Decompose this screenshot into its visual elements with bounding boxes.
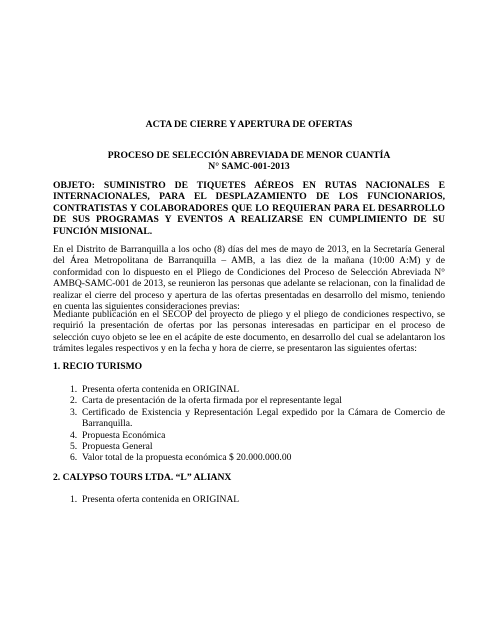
list-item — [70, 384, 445, 395]
list-item-text: Valor total de la propuesta económica $ 20.000.000.00 — [82, 452, 292, 464]
list-item-text: Presenta oferta contenida en ORIGINAL — [82, 384, 240, 395]
list-item — [70, 494, 445, 505]
list-item — [70, 452, 445, 463]
list-item-number: 5. — [70, 441, 78, 453]
recio-turismo-list — [70, 384, 445, 464]
list-item — [70, 395, 445, 406]
section-heading-recio-turismo: 1. RECIO TURISMO — [53, 361, 143, 372]
secop-paragraph: Mediante publicación en el SECOP del proyecto de pliego y el pliego de condiciones respectivo, se requirió la presentación de ofertas por las personas interesadas en participar en el proceso de selección cuyo objeto se lee en el acápite de este documento, en desarrollo del cual se adelantaron los trámites legales respectivos y en la fecha y hora de cierre, se presentaron las siguientes ofertas: — [53, 309, 445, 355]
list-item-number: 6. — [70, 452, 78, 464]
calypso-tours-list — [70, 494, 445, 505]
list-item-text: Presenta oferta contenida en ORIGINAL — [82, 494, 240, 505]
list-item — [70, 407, 445, 430]
intro-paragraph: En el Distrito de Barranquilla a los ocho (8) días del mes de mayo de 2013, en la Secretaría General del Área Metropolitana de Barranquilla – AMB, a las diez de la mañana (10:00 A:M) y de conformidad con lo dispuesto en el Pliego de Condiciones del Proceso de Selección Abreviada N° AMBQ-SAMC-001 de 2013, se reunieron las personas que adelante se relacionan, con la finalidad de realizar el cierre del proceso y apertura de las ofertas presentadas en desarrollo del mismo, teniendo en cuenta las siguientes consideraciones previas: — [53, 244, 445, 313]
list-item-text: Propuesta General — [82, 441, 153, 453]
objeto-paragraph: OBJETO: SUMINISTRO DE TIQUETES AÉREOS EN RUTAS NACIONALES E INTERNACIONALES, PARA EL DESPLAZAMIENTO DE LOS FUNCIONARIOS, CONTRATISTAS Y COLABORADORES QUE LO REQUIERAN PARA EL DESARROLLO DE SUS PROGRAMAS Y EVENTOS A REALIZARSE EN CUMPLIMIENTO DE SU FUNCIÓN MISIONAL. — [53, 180, 445, 237]
document-title: ACTA DE CIERRE Y APERTURA DE OFERTAS — [145, 119, 353, 130]
list-item — [70, 430, 445, 441]
list-item — [70, 441, 445, 452]
process-number: N° SAMC-001-2013 — [208, 161, 290, 173]
list-item-text: Certificado de Existencia y Representación Legal expedido por la Cámara de Comercio de Barranquilla. — [82, 406, 445, 430]
list-item-number: 1. — [70, 384, 78, 395]
list-item-number: 1. — [70, 494, 78, 505]
section-heading-calypso-tours: 2. CALYPSO TOURS LTDA. “L” ALIANX — [53, 472, 232, 483]
list-item-text: Propuesta Económica — [82, 429, 166, 441]
process-subtitle — [53, 150, 445, 173]
list-item-number: 4. — [70, 429, 78, 441]
list-item-text: Carta de presentación de la oferta firmada por el representante legal — [82, 395, 342, 407]
process-subtitle-line1: PROCESO DE SELECCIÓN ABREVIADA DE MENOR CUANTÍA — [107, 150, 391, 161]
list-item-number: 3. — [70, 406, 78, 418]
list-item-number: 2. — [70, 395, 78, 407]
